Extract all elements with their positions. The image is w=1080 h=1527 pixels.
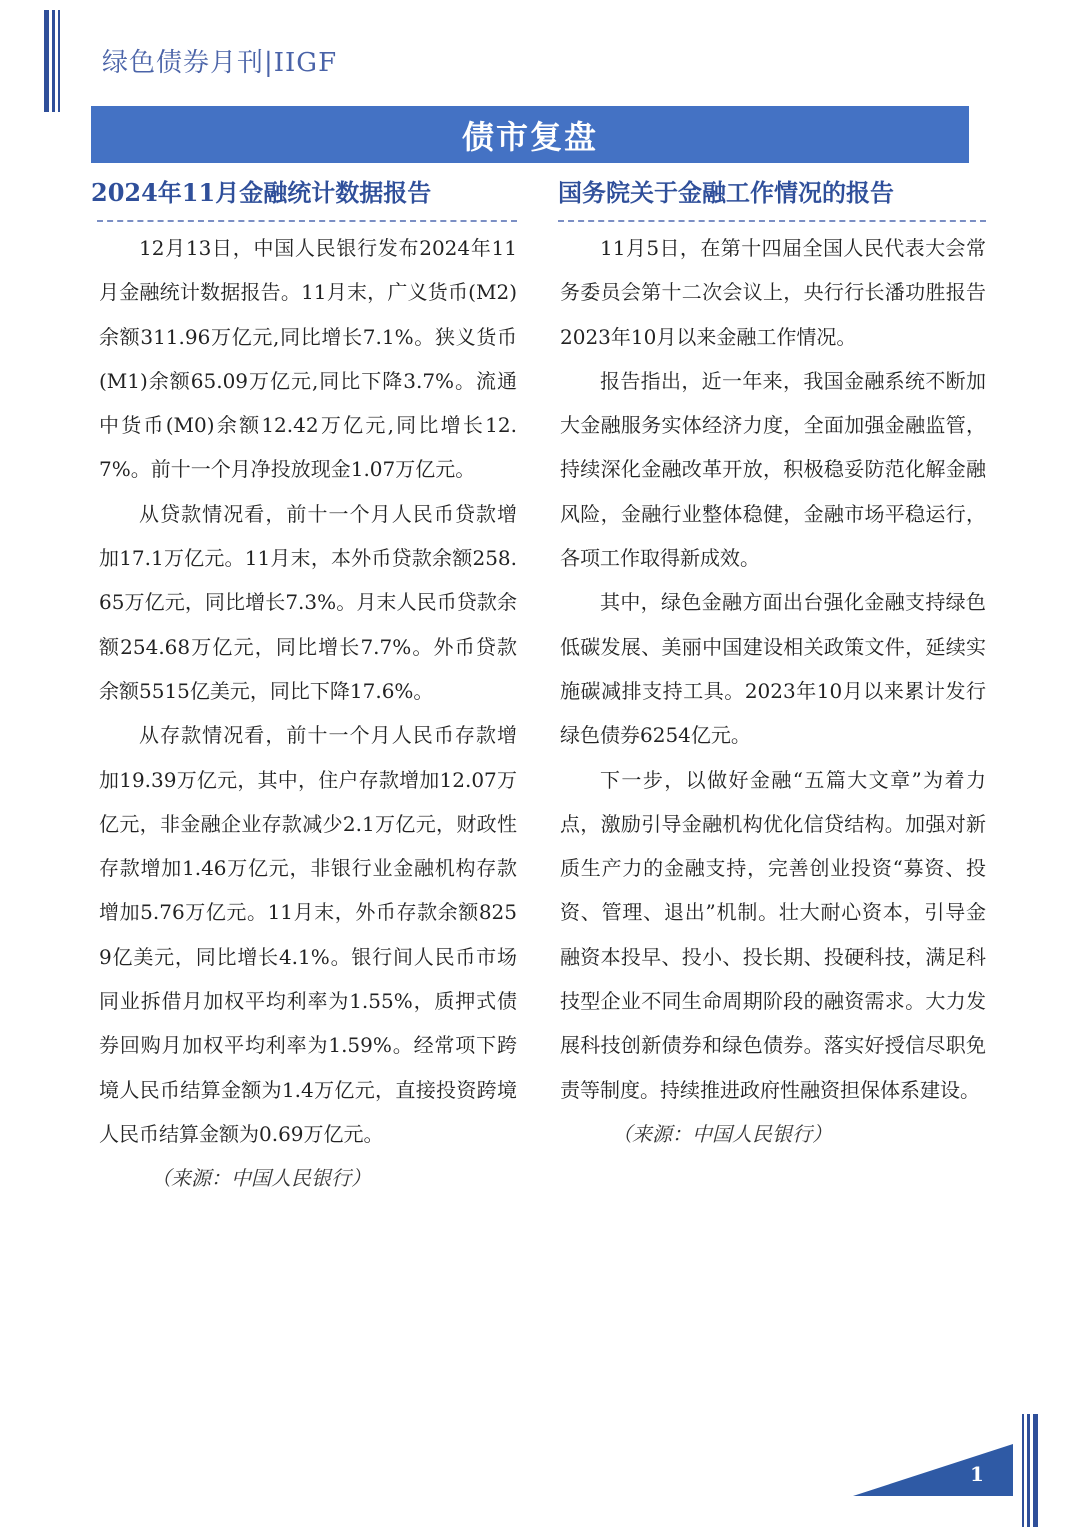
section-banner bbox=[91, 106, 969, 163]
left-article bbox=[91, 170, 517, 1201]
page-number-badge bbox=[853, 1444, 1013, 1496]
left-article-body bbox=[91, 226, 517, 1201]
source-note: （来源：中国人民银行） bbox=[151, 1166, 371, 1191]
right-article-body bbox=[558, 226, 986, 1156]
journal-title: 绿色债券月刊|IIGF bbox=[102, 48, 338, 78]
paragraph: 其中，绿色金融方面出台强化金融支持绿色低碳发展、美丽中国建设相关政策文件，延续实施碳减排支持工具。2023年10月以来累计发行绿色债券6254亿元。 bbox=[560, 590, 986, 748]
right-article-divider bbox=[558, 220, 986, 222]
paragraph: 12月13日，中国人民银行发布2024年11月金融统计数据报告。11月末，广义货币(M2)余额311.96万亿元,同比增长7.1%。狭义货币(M1)余额65.09万亿元,同比下降3.7%。流通中货币(M0)余额12.42万亿元,同比增长12.7%。前十一个月净投放现金1.07万亿元。 bbox=[99, 236, 517, 482]
section-title: 债市复盘 bbox=[461, 117, 598, 156]
paragraph: 报告指出，近一年来，我国金融系统不断加大金融服务实体经济力度，全面加强金融监管，持续深化金融改革开放，积极稳妥防范化解金融风险，金融行业整体稳健，金融市场平稳运行，各项工作取得新成效。 bbox=[560, 368, 986, 571]
right-article-title: 国务院关于金融工作情况的报告 bbox=[558, 178, 894, 207]
paragraph: 下一步，以做好金融“五篇大文章”为着力点，激励引导金融机构优化信贷结构。加强对新质生产力的金融支持，完善创业投资“募资、投资、管理、退出”机制。壮大耐心资本，引导金融资本投早、投小、投长期、投硬科技，满足科技型企业不同生命周期阶段的融资需求。大力发展科技创新债券和绿色债券。落实好授信尽职免责等制度。持续推进政府性融资担保体系建设。 bbox=[560, 767, 986, 1102]
header-decorative-bars bbox=[44, 10, 64, 112]
left-article-title: 2024年11月金融统计数据报告 bbox=[91, 178, 432, 207]
left-article-divider bbox=[97, 220, 517, 222]
paragraph: 从存款情况看，前十一个月人民币存款增加19.39万亿元，其中，住户存款增加12.07万亿元，非金融企业存款减少2.1万亿元，财政性存款增加1.46万亿元，非银行业金融机构存款增加5.76万亿元。11月末，外币存款余额8259亿美元，同比增长4.1%。银行间人民币市场同业拆借月加权平均利率为1.55%，质押式债券回购月加权平均利率为1.59%。经常项下跨境人民币结算金额为1.4万亿元，直接投资跨境人民币结算金额为0.69万亿元。 bbox=[99, 723, 517, 1146]
footer-decorative-bars bbox=[1022, 1414, 1044, 1527]
paragraph: 从贷款情况看，前十一个月人民币贷款增加17.1万亿元。11月末，本外币贷款余额258.65万亿元，同比增长7.3%。月末人民币贷款余额254.68万亿元，同比增长7.7%。外币贷款余额5515亿美元，同比下降17.6%。 bbox=[99, 501, 517, 703]
source-note: （来源：中国人民银行） bbox=[612, 1121, 832, 1146]
right-article bbox=[558, 170, 986, 1156]
page-number: 1 bbox=[970, 1462, 984, 1486]
paragraph: 11月5日，在第十四届全国人民代表大会常务委员会第十二次会议上，央行行长潘功胜报告2023年10月以来金融工作情况。 bbox=[560, 236, 986, 349]
